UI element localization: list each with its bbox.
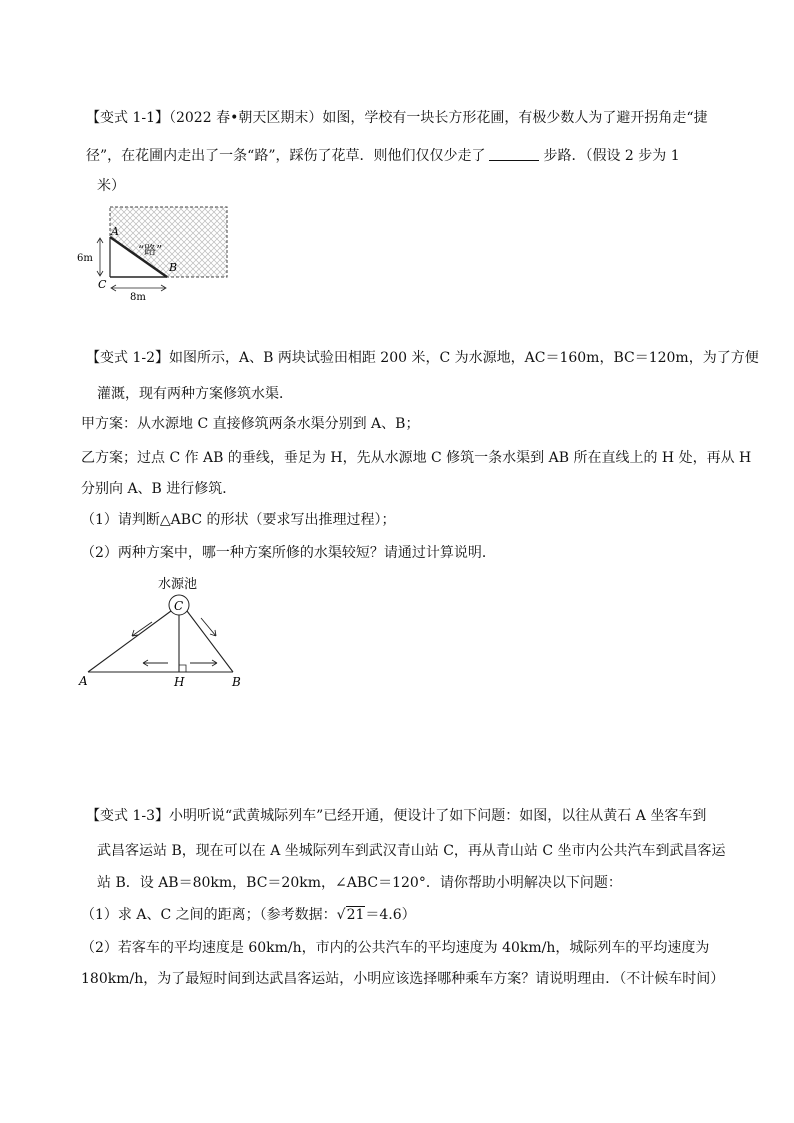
v1-line3: 米） xyxy=(97,178,125,194)
sqrt-radicand: 21 xyxy=(346,907,365,923)
v2-figure xyxy=(70,570,250,690)
v3-line5: （2）若客车的平均速度是 60km/h，市内的公共汽车的平均速度为 40km/h，城际列车的平均速度为 xyxy=(81,940,710,956)
v2-line7: （2）两种方案中，哪一种方案所修的水渠较短？请通过计算说明． xyxy=(81,545,496,561)
label-a2: A xyxy=(79,674,88,688)
label-b2: B xyxy=(232,675,241,689)
v1-line2-a: 径”，在花圃内走出了一条“路”，踩伤了花草．则他们仅仅少走了 xyxy=(86,148,486,164)
v3-line6: 180km/h，为了最短时间到达武昌客运站，小明应该选择哪种乘车方案？请说明理由．（不计候车时间） xyxy=(81,971,725,987)
v3-line4 xyxy=(81,905,416,925)
v3-line2: 武昌客运站 B，现在可以在 A 坐城际列车到武汉青山站 C，再从青山站 C 坐市内公共汽车到武昌客运 xyxy=(97,843,726,859)
v3-line4-a: （1）求 A、C 之间的距离；（参考数据： xyxy=(81,907,337,923)
v2-line6: （1）请判断△ABC 的形状（要求写出推理过程）； xyxy=(81,512,396,528)
label-6m: 6m xyxy=(77,253,93,264)
right-angle-mark xyxy=(179,665,186,672)
label-8m: 8m xyxy=(130,292,146,303)
v2-line4: 乙方案；过点 C 作 AB 的垂线，垂足为 H，先从水源地 C 修筑一条水渠到 AB 所在直线上的 H 处，再从 H xyxy=(81,450,752,466)
v1-figure xyxy=(70,200,240,305)
v1-line2-b: 步路．（假设 2 步为 1 xyxy=(543,148,680,164)
label-a: A xyxy=(111,225,119,238)
sqrt-expression: √21 xyxy=(336,907,365,923)
answer-blank xyxy=(489,146,539,161)
label-road: “路” xyxy=(138,243,163,257)
v2-line3: 甲方案：从水源地 C 直接修筑两条水渠分别到 A、B； xyxy=(81,416,420,432)
v3-line3: 站 B．设 AB＝80km，BC＝20km，∠ABC＝120°．请你帮助小明解决以下问题： xyxy=(97,875,622,891)
v3-line1: 【变式 1-3】小明听说“武黄城际列车”已经开通，便设计了如下问题：如图，以往从黄石 A 坐客车到 xyxy=(86,808,707,824)
label-c: C xyxy=(98,278,107,291)
v2-line2: 灌溉，现有两种方案修筑水渠． xyxy=(97,386,293,402)
v2-line1: 【变式 1-2】如图所示，A、B 两块试验田相距 200 米，C 为水源地，AC＝160m，BC＝120m，为了方便 xyxy=(86,350,759,366)
label-b: B xyxy=(169,261,178,274)
label-source: 水源池 xyxy=(158,577,198,592)
label-h2: H xyxy=(174,675,185,689)
v3-line4-b: ＝4.6） xyxy=(365,907,416,923)
v1-line2 xyxy=(86,146,680,166)
arrow-h-to-b xyxy=(190,660,217,666)
arrow-to-a xyxy=(132,622,152,636)
v1-line1: 【变式 1-1】（2022 春•朝天区期末）如图，学校有一块长方形花圃，有极少数人为了避开拐角走“捷 xyxy=(86,110,708,126)
v2-line5: 分别向 A、B 进行修筑． xyxy=(81,481,237,497)
label-c2: C xyxy=(174,599,184,613)
arrow-h-to-a xyxy=(143,660,168,666)
